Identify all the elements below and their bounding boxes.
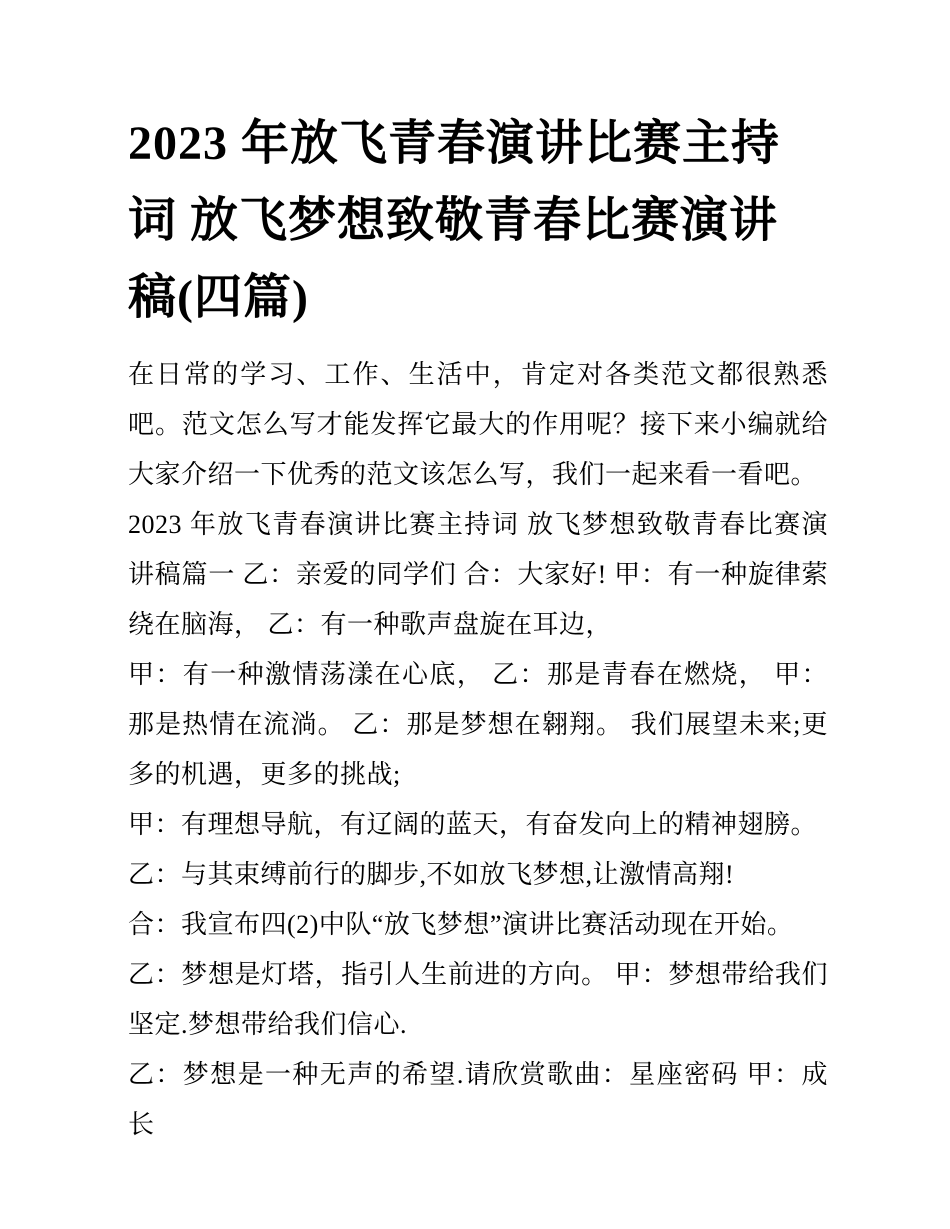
document-body: [128, 350, 828, 1150]
title-line-1: 2023 年放飞青春演讲比赛主持: [128, 117, 781, 170]
paragraph-dialogue-3: 乙：与其束缚前行的脚步,不如放飞梦想,让激情高翔!: [128, 860, 735, 889]
paragraph-intro: 在日常的学习、工作、生活中，肯定对各类范文都很熟悉吧。范文怎么写才能发挥它最大的作用呢？接下来小编就给大家介绍一下优秀的范文该怎么写，我们一起来看一看吧。: [128, 360, 828, 489]
paragraph-section-heading: 2023 年放飞青春演讲比赛主持词 放飞梦想致敬青春比赛演讲稿篇一 乙：亲爱的同学们 合：大家好! 甲：有一种旋律萦绕在脑海， 乙：有一种歌声盘旋在耳边，: [128, 510, 828, 639]
paragraph-dialogue-5: 乙：梦想是灯塔，指引人生前进的方向。 甲：梦想带给我们坚定.梦想带给我们信心.: [128, 960, 828, 1039]
paragraph-dialogue-1: 甲：有一种激情荡漾在心底， 乙：那是青春在燃烧， 甲：那是热情在流淌。 乙：那是梦想在翱翔。 我们展望未来;更多的机遇，更多的挑战;: [128, 660, 828, 789]
paragraph-dialogue-6: 乙：梦想是一种无声的希望.请欣赏歌曲：星座密码 甲：成长: [128, 1060, 828, 1139]
paragraph-dialogue-4: 合：我宣布四(2)中队“放飞梦想”演讲比赛活动现在开始。: [128, 910, 794, 939]
paragraph-dialogue-2: 甲：有理想导航，有辽阔的蓝天，有奋发向上的精神翅膀。: [128, 810, 818, 839]
title-line-2: 词 放飞梦想致敬青春比赛演讲: [128, 194, 779, 247]
document-title: [128, 105, 828, 336]
title-line-3: 稿(四篇): [128, 271, 309, 324]
